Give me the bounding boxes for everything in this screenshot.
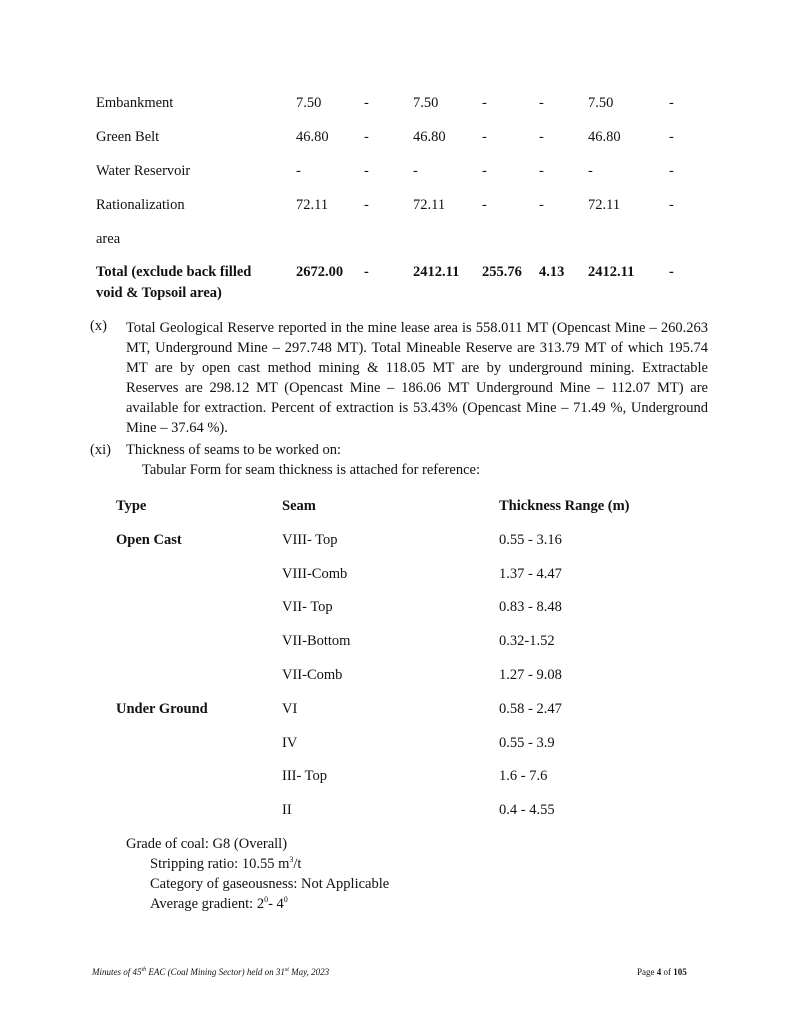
column-header-thickness: Thickness Range (m) xyxy=(499,498,630,514)
gaseousness-category: Category of gaseousness: Not Applicable xyxy=(150,876,390,892)
thickness-cell: 0.83 - 8.48 xyxy=(499,599,562,615)
table-row: Rationalization 72.11 - 72.11 - - 72.11 - xyxy=(96,197,674,213)
footer-meeting-reference: Minutes of 45th EAC (Coal Mining Sector) held on 31st May, 2023 xyxy=(92,967,330,977)
thickness-cell: 0.55 - 3.16 xyxy=(499,532,562,548)
column-header-seam: Seam xyxy=(282,498,316,514)
table-row: Embankment 7.50 - 7.50 - - 7.50 - xyxy=(96,95,674,111)
item-xi-title: Thickness of seams to be worked on: xyxy=(126,442,342,458)
stripping-ratio: Stripping ratio: 10.55 $m^3/t$ xyxy=(150,855,302,872)
table-row: Water Reservoir - - - - - - - xyxy=(96,163,674,179)
type-cell: Open Cast xyxy=(116,532,182,548)
thickness-cell: 1.27 - 9.08 xyxy=(499,667,562,683)
type-cell: Under Ground xyxy=(116,701,208,717)
thickness-cell: 1.37 - 4.47 xyxy=(499,566,562,582)
seam-cell: VI xyxy=(282,701,298,717)
item-x-number: (x) xyxy=(90,318,107,334)
thickness-cell: 1.6 - 7.6 xyxy=(499,768,548,784)
table-total-row: Total (exclude back filled 2672.00 - 2412.11 255.76 4.13 2412.11 - xyxy=(96,264,674,280)
item-xi-number: (xi) xyxy=(90,442,111,458)
grade-of-coal: Grade of coal: G8 (Overall) xyxy=(126,836,288,852)
average-gradient: Average gradient: $2^0-$ $4^0$ xyxy=(150,895,288,912)
item-x-paragraph: Total Geological Reserve reported in the mine lease area is 558.011 MT (Opencast Mine – 260.263 MT, Underground Mine – 297.748 MT). Total Mineable Reserve are 313.79 MT of which 195.74 MT are by open cast method mining & 118.05 MT are by underground mining. Extractable Reserves are 298.12 MT (Opencast Mine – 186.06 MT Underground Mine – 112.07 MT) are available for extraction. Percent of extraction is 53.43% (Opencast Mine – 71.49 %, Underground Mine – 37.64 %). xyxy=(126,320,708,436)
seam-cell: VII-Comb xyxy=(282,667,343,683)
page-number: Page 4 of 105 xyxy=(637,967,687,977)
item-xi-subtitle: Tabular Form for seam thickness is attached for reference: xyxy=(142,462,480,478)
seam-cell: III- Top xyxy=(282,768,328,784)
thickness-cell: 0.55 - 3.9 xyxy=(499,735,555,751)
seam-cell: II xyxy=(282,802,292,818)
seam-cell: VIII- Top xyxy=(282,532,338,548)
seam-cell: IV xyxy=(282,735,298,751)
thickness-cell: 0.58 - 2.47 xyxy=(499,701,562,717)
seam-cell: VII-Bottom xyxy=(282,633,351,649)
table-row: area xyxy=(96,231,121,247)
table-total-row-continuation: void & Topsoil area) xyxy=(96,285,222,301)
seam-cell: VIII-Comb xyxy=(282,566,348,582)
seam-cell: VII- Top xyxy=(282,599,333,615)
table-row: Green Belt 46.80 - 46.80 - - 46.80 - xyxy=(96,129,674,145)
thickness-cell: 0.4 - 4.55 xyxy=(499,802,555,818)
thickness-cell: 0.32-1.52 xyxy=(499,633,555,649)
column-header-type: Type xyxy=(116,498,147,514)
